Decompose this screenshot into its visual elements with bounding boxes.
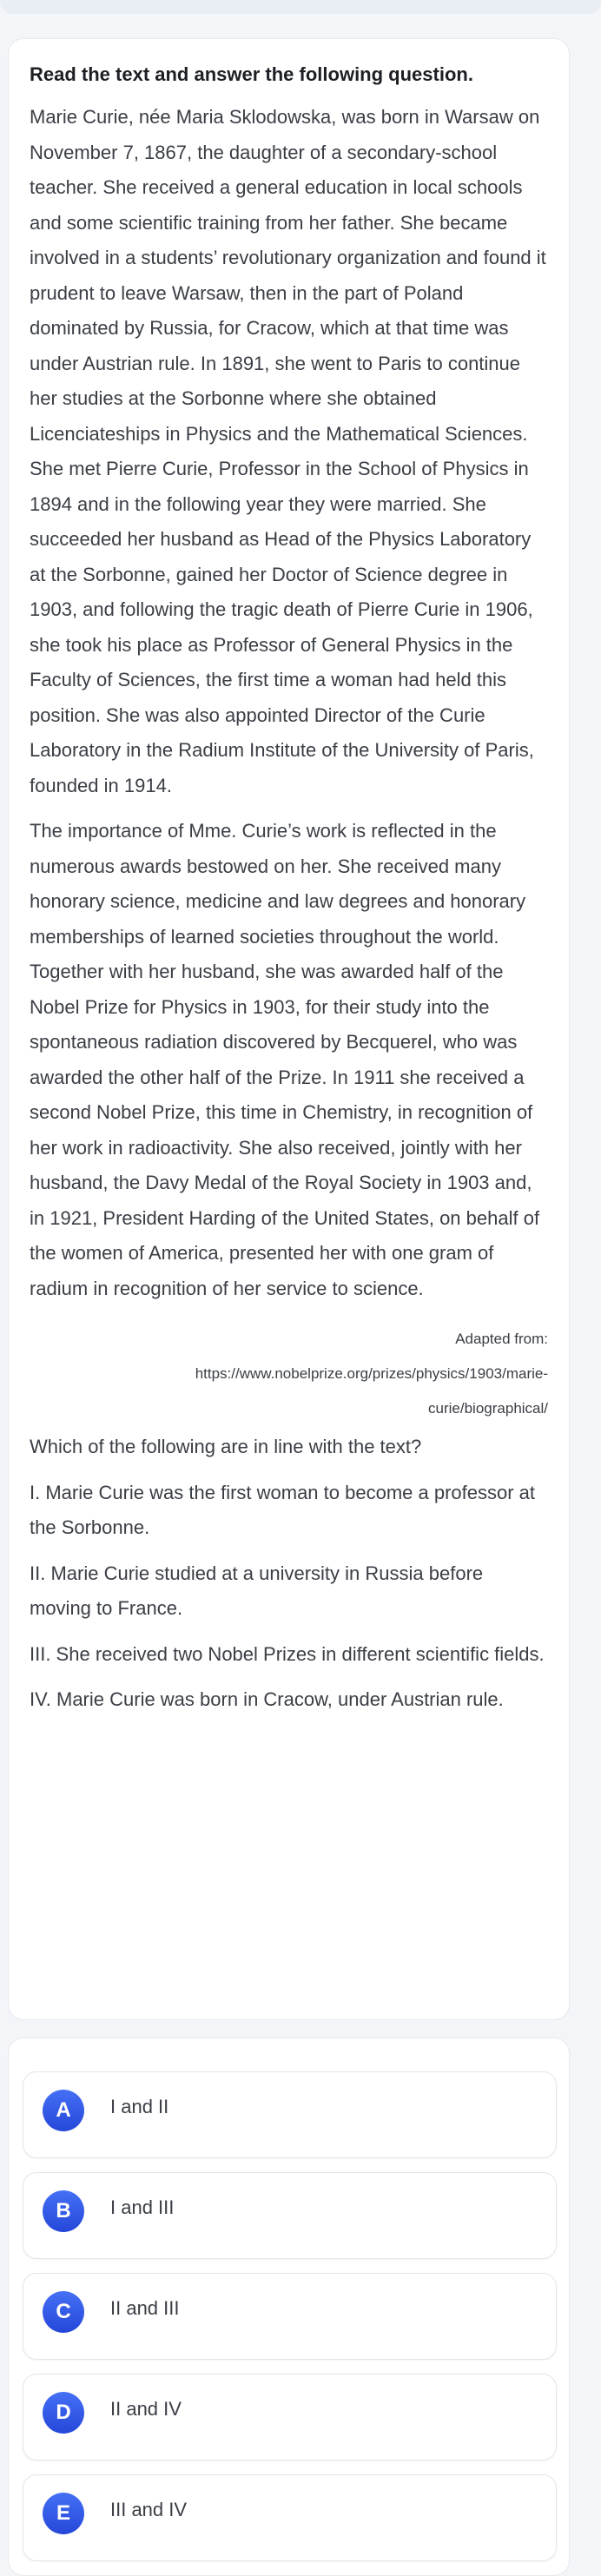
statement-item: I. Marie Curie was the first woman to become a professor at the Sorbonne. — [30, 1481, 536, 1538]
source-url-line: https://www.nobelprize.org/prizes/physics/1903/marie- — [195, 1365, 548, 1382]
top-header-strip — [0, 0, 601, 14]
source-url-line: curie/biographical/ — [428, 1400, 548, 1417]
passage-paragraph: The importance of Mme. Curie’s work is reflected in the numerous awards bestowed on her. She received many honorary science, medicine and law degrees and honorary memberships of learned societies throughout the world. Together with her husband, she was awarded half of the Nobel Prize for Physics in 1903, for their study into the spontaneous radiation discovered by Becquerel, who was awarded the other half of the Prize. In 1911 she received a second Nobel Prize, this time in Chemistry, in recognition of her work in radioactivity. She also received, jointly with her husband, the Davy Medal of the Royal Society in 1903 and, in 1921, President Harding of the United States, on behalf of the women of America, presented her with one gram of radium in recognition of her service to science. — [30, 820, 540, 1299]
statement-item: III. She received two Nobel Prizes in different scientific fields. — [30, 1642, 545, 1665]
option-text: II and III — [110, 2297, 180, 2319]
statement-item: II. Marie Curie studied at a university in Russia before moving to France. — [30, 1562, 484, 1619]
option-letter-badge: D — [43, 2392, 84, 2434]
source-attribution — [30, 1322, 548, 1426]
answer-option-a[interactable] — [23, 2071, 557, 2158]
option-text: I and II — [110, 2096, 169, 2117]
option-letter-badge: E — [43, 2493, 84, 2534]
option-letter-badge: A — [43, 2090, 84, 2131]
answer-option-c[interactable] — [23, 2273, 557, 2360]
option-text: I and III — [110, 2196, 175, 2218]
answer-options-card — [8, 2038, 570, 2576]
answer-option-d[interactable] — [23, 2374, 557, 2460]
option-letter-badge: C — [43, 2291, 84, 2333]
statement-item: IV. Marie Curie was born in Cracow, under Austrian rule. — [30, 1688, 504, 1710]
option-text: III and IV — [110, 2499, 188, 2520]
option-letter-badge: B — [43, 2190, 84, 2232]
source-label: Adapted from: — [455, 1331, 548, 1347]
option-text: II and IV — [110, 2398, 182, 2420]
answer-option-e[interactable] — [23, 2474, 557, 2561]
question-card — [8, 38, 570, 2020]
question-prompt: Which of the following are in line with the text? — [30, 1436, 422, 1457]
question-instruction: Read the text and answer the following question. — [30, 63, 473, 85]
answer-option-b[interactable] — [23, 2172, 557, 2259]
passage-paragraph: Marie Curie, née Maria Sklodowska, was born in Warsaw on November 7, 1867, the daughter of a secondary-school teacher. She received a general education in local schools and some scientific training from her father. She became involved in a students’ revolutionary organization and found it prudent to leave Warsaw, then in the part of Poland dominated by Russia, for Cracow, which at that time was under Austrian rule. In 1891, she went to Paris to continue her studies at the Sorbonne where she obtained Licenciateships in Physics and the Mathematical Sciences. She met Pierre Curie, Professor in the School of Physics in 1894 and in the following year they were married. She succeeded her husband as Head of the Physics Laboratory at the Sorbonne, gained her Doctor of Science degree in 1903, and following the tragic death of Pierre Curie in 1906, she took his place as Professor of General Physics in the Faculty of Sciences, the first time a woman had held this position. She was also appointed Director of the Curie Laboratory in the Radium Institute of the University of Paris, founded in 1914. — [30, 106, 546, 796]
